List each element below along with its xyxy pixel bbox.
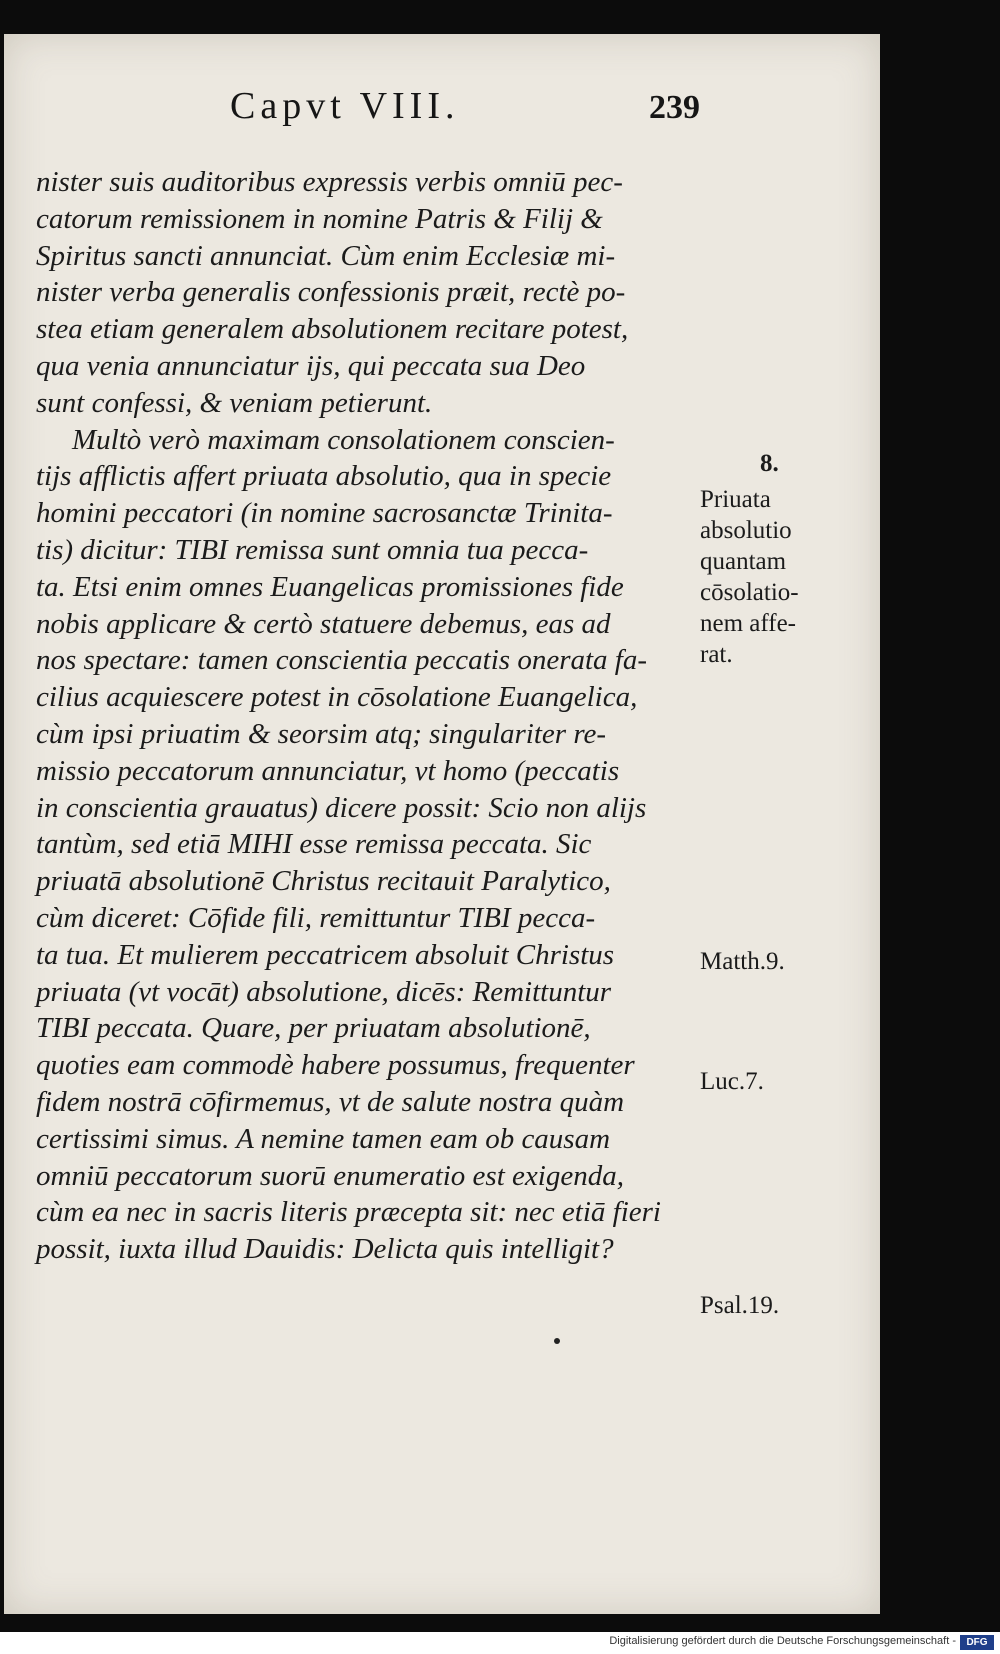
text-line: priuatā absolutionē Christus recitauit Paralytico, [36, 865, 611, 898]
margin-note-line: 8. [760, 450, 779, 477]
margin-note-line: Matth.9. [700, 948, 785, 975]
dfg-logo: DFG [960, 1635, 994, 1650]
margin-note-line: Psal.19. [700, 1292, 780, 1319]
running-head [230, 84, 700, 140]
text-line: cùm ea nec in sacris literis præcepta sit: nec etiā fieri [36, 1196, 661, 1229]
text-line: quoties eam commodè habere possumus, frequenter [36, 1049, 635, 1082]
text-line: omniū peccatorum suorū enumeratio est exigenda, [36, 1159, 624, 1192]
page-number: 239 [649, 89, 700, 126]
text-line: nobis applicare & certò statuere debemus, eas ad [36, 607, 611, 640]
footer-bar [0, 1632, 1000, 1654]
footer-credit: Digitalisierung gefördert durch die Deutsche Forschungsgemeinschaft - [609, 1635, 956, 1647]
margin-note-priuata [700, 484, 850, 670]
text-line: stea etiam generalem absolutionem recitare potest, [36, 313, 629, 346]
text-line: tijs afflictis affert priuata absolutio, qua in specie [36, 460, 612, 493]
text-line: missio peccatorum annunciatur, vt homo (peccatis [36, 754, 620, 787]
text-line: qua venia annunciatur ijs, qui peccata sua Deo [36, 349, 586, 382]
text-line: homini peccatori (in nomine sacrosanctæ Trinita- [36, 497, 613, 530]
margin-note-line: nem affe- [700, 610, 797, 637]
margin-note-psal [700, 1290, 850, 1321]
text-line: Spiritus sancti annunciat. Cùm enim Ecclesiæ mi- [36, 239, 616, 272]
text-line: nister suis auditoribus expressis verbis omniū pec- [36, 166, 623, 198]
text-line: priuata (vt vocāt) absolutione, dicēs: Remittuntur [36, 975, 612, 1008]
text-line: catorum remissionem in nomine Patris & Filij & [36, 202, 603, 235]
margin-note-luc [700, 1066, 850, 1097]
margin-note-line: Luc.7. [700, 1068, 764, 1095]
text-line: Multò verò maximam consolationem conscien- [72, 423, 615, 456]
text-line: TIBI peccata. Quare, per priuatam absolutionē, [36, 1012, 591, 1045]
body-text [36, 164, 696, 1268]
margin-note-line: absolutio [700, 517, 792, 544]
chapter-title: Capvt VIII. [230, 85, 460, 127]
text-line: cùm ipsi priuatim & seorsim atq; singulariter re- [36, 717, 607, 750]
margin-note-line: rat. [700, 641, 733, 668]
ink-dot [554, 1338, 560, 1344]
text-line: tis) dicitur: TIBI remissa sunt omnia tua pecca- [36, 533, 589, 566]
margin-note-matth [700, 946, 850, 977]
text-line: tantùm, sed etiā MIHI esse remissa peccata. Sic [36, 828, 592, 861]
text-line: sunt confessi, & veniam petierunt. [36, 386, 433, 419]
text-line: cùm diceret: Cōfide fili, remittuntur TIBI pecca- [36, 901, 596, 934]
margin-section-number [760, 448, 910, 479]
text-line: certissimi simus. A nemine tamen eam ob causam [36, 1122, 611, 1155]
text-line: nos spectare: tamen conscientia peccatis onerata fa- [36, 644, 647, 677]
text-line: fidem nostrā cōfirmemus, vt de salute nostra quàm [36, 1085, 625, 1118]
text-line: possit, iuxta illud Dauidis: Delicta quis intelligit? [36, 1233, 614, 1266]
margin-note-line: quantam [700, 548, 787, 575]
text-line: in conscientia grauatus) dicere possit: Scio non alijs [36, 791, 647, 824]
text-line: cilius acquiescere potest in cōsolatione Euangelica, [36, 681, 638, 714]
text-line: nister verba generalis confessionis præit, rectè po- [36, 276, 626, 309]
margin-note-line: Priuata [700, 486, 771, 513]
margin-note-line: cōsolatio- [700, 579, 799, 606]
text-line: ta. Etsi enim omnes Euangelicas promissiones fide [36, 570, 624, 603]
text-line: ta tua. Et mulierem peccatricem absoluit Christus [36, 938, 615, 971]
